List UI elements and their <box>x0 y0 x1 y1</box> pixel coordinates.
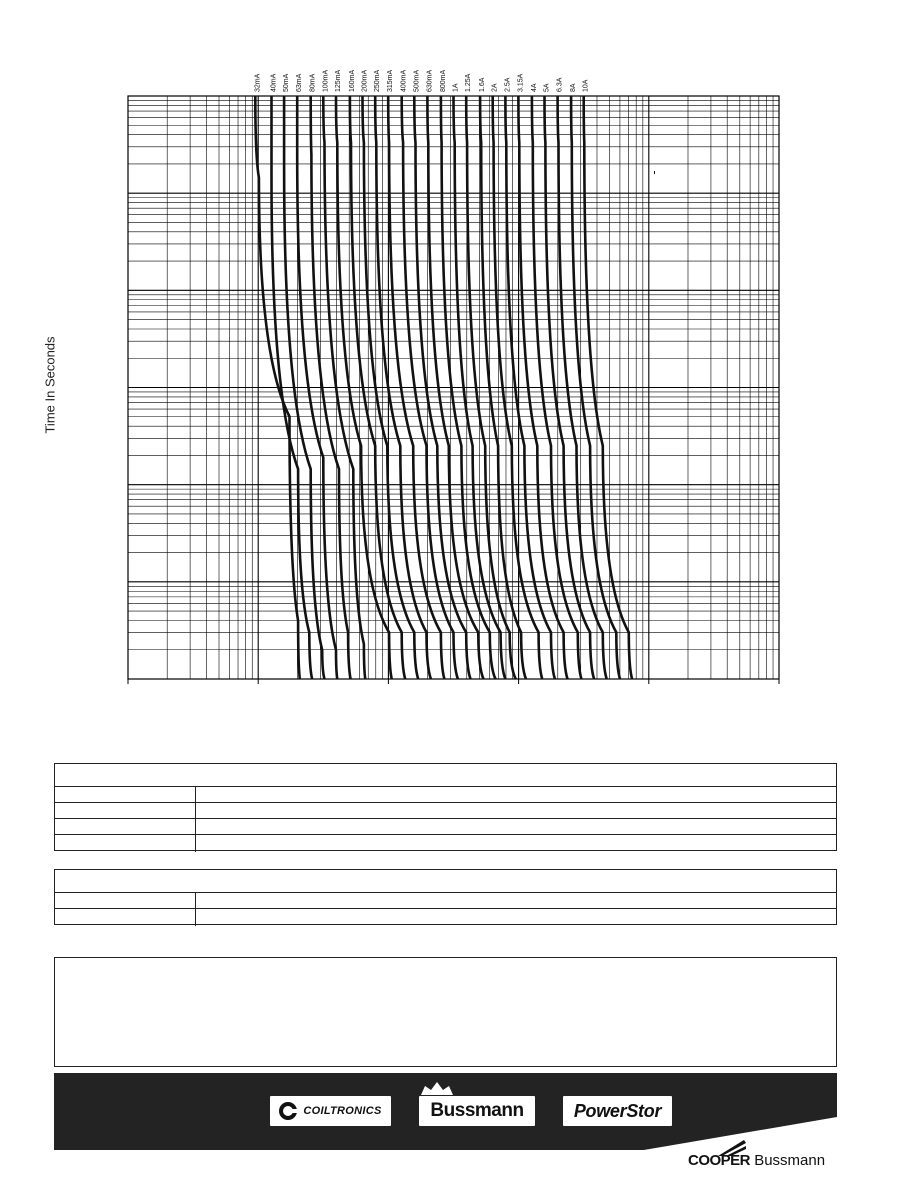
series-label: 32mA <box>254 73 262 92</box>
series-label: 6.3A <box>556 77 564 92</box>
y-axis-label-wrap <box>30 330 70 440</box>
series-label: 250mA <box>374 69 382 92</box>
table-row <box>55 834 836 852</box>
series-label: 40mA <box>270 73 278 92</box>
powerstor-wordmark: PowerStor <box>573 1100 662 1121</box>
series-label: 400mA <box>400 69 408 92</box>
cooper-wordmark: COOPER <box>688 1152 751 1169</box>
series-label: 1.25A <box>465 73 473 92</box>
table-row <box>55 892 836 909</box>
y-axis-label: Time In Seconds <box>42 336 58 434</box>
series-label: 63mA <box>296 73 304 92</box>
spec-table-1 <box>54 763 837 851</box>
series-label: 3.15A <box>517 73 525 92</box>
series-label: 100mA <box>322 69 330 92</box>
bussmann-footer-wordmark: Bussmann <box>754 1152 826 1169</box>
series-label: 2A <box>491 83 499 92</box>
series-label: 50mA <box>283 73 291 92</box>
series-label: 1A <box>452 83 460 92</box>
series-label: 500mA <box>413 69 421 92</box>
coiltronics-mark-icon <box>279 1102 297 1120</box>
series-label: 80mA <box>309 73 317 92</box>
chart-grid <box>128 96 779 684</box>
series-label: 160mA <box>348 69 356 92</box>
series-label: 2.5A <box>504 77 512 92</box>
series-label: 10A <box>582 79 590 92</box>
table-row <box>55 802 836 819</box>
bussmann-wordmark: Bussmann <box>430 1100 524 1121</box>
table-row <box>55 786 836 803</box>
cooper-bussmann-logo <box>688 1152 825 1169</box>
series-label: 630mA <box>426 69 434 92</box>
series-label: 1.6A <box>479 77 487 92</box>
series-label: 800mA <box>439 69 447 92</box>
series-labels <box>254 69 589 92</box>
series-label: 4A <box>530 83 538 92</box>
series-label: 315mA <box>387 69 395 92</box>
powerstor-logo <box>563 1096 672 1126</box>
series-label: 5A <box>543 83 551 92</box>
table-row <box>55 818 836 835</box>
series-label: 125mA <box>335 69 342 92</box>
table-row <box>55 908 836 926</box>
coiltronics-wordmark: COILTRONICS <box>303 1105 382 1117</box>
coiltronics-logo <box>270 1096 391 1126</box>
spec-table-2 <box>54 869 837 925</box>
series-label: 200mA <box>361 69 369 92</box>
notes-box <box>54 957 837 1067</box>
plot-marker <box>654 171 655 174</box>
series-label: 8A <box>570 83 578 92</box>
bussmann-crest-icon <box>419 1080 455 1096</box>
bussmann-logo <box>419 1096 535 1126</box>
